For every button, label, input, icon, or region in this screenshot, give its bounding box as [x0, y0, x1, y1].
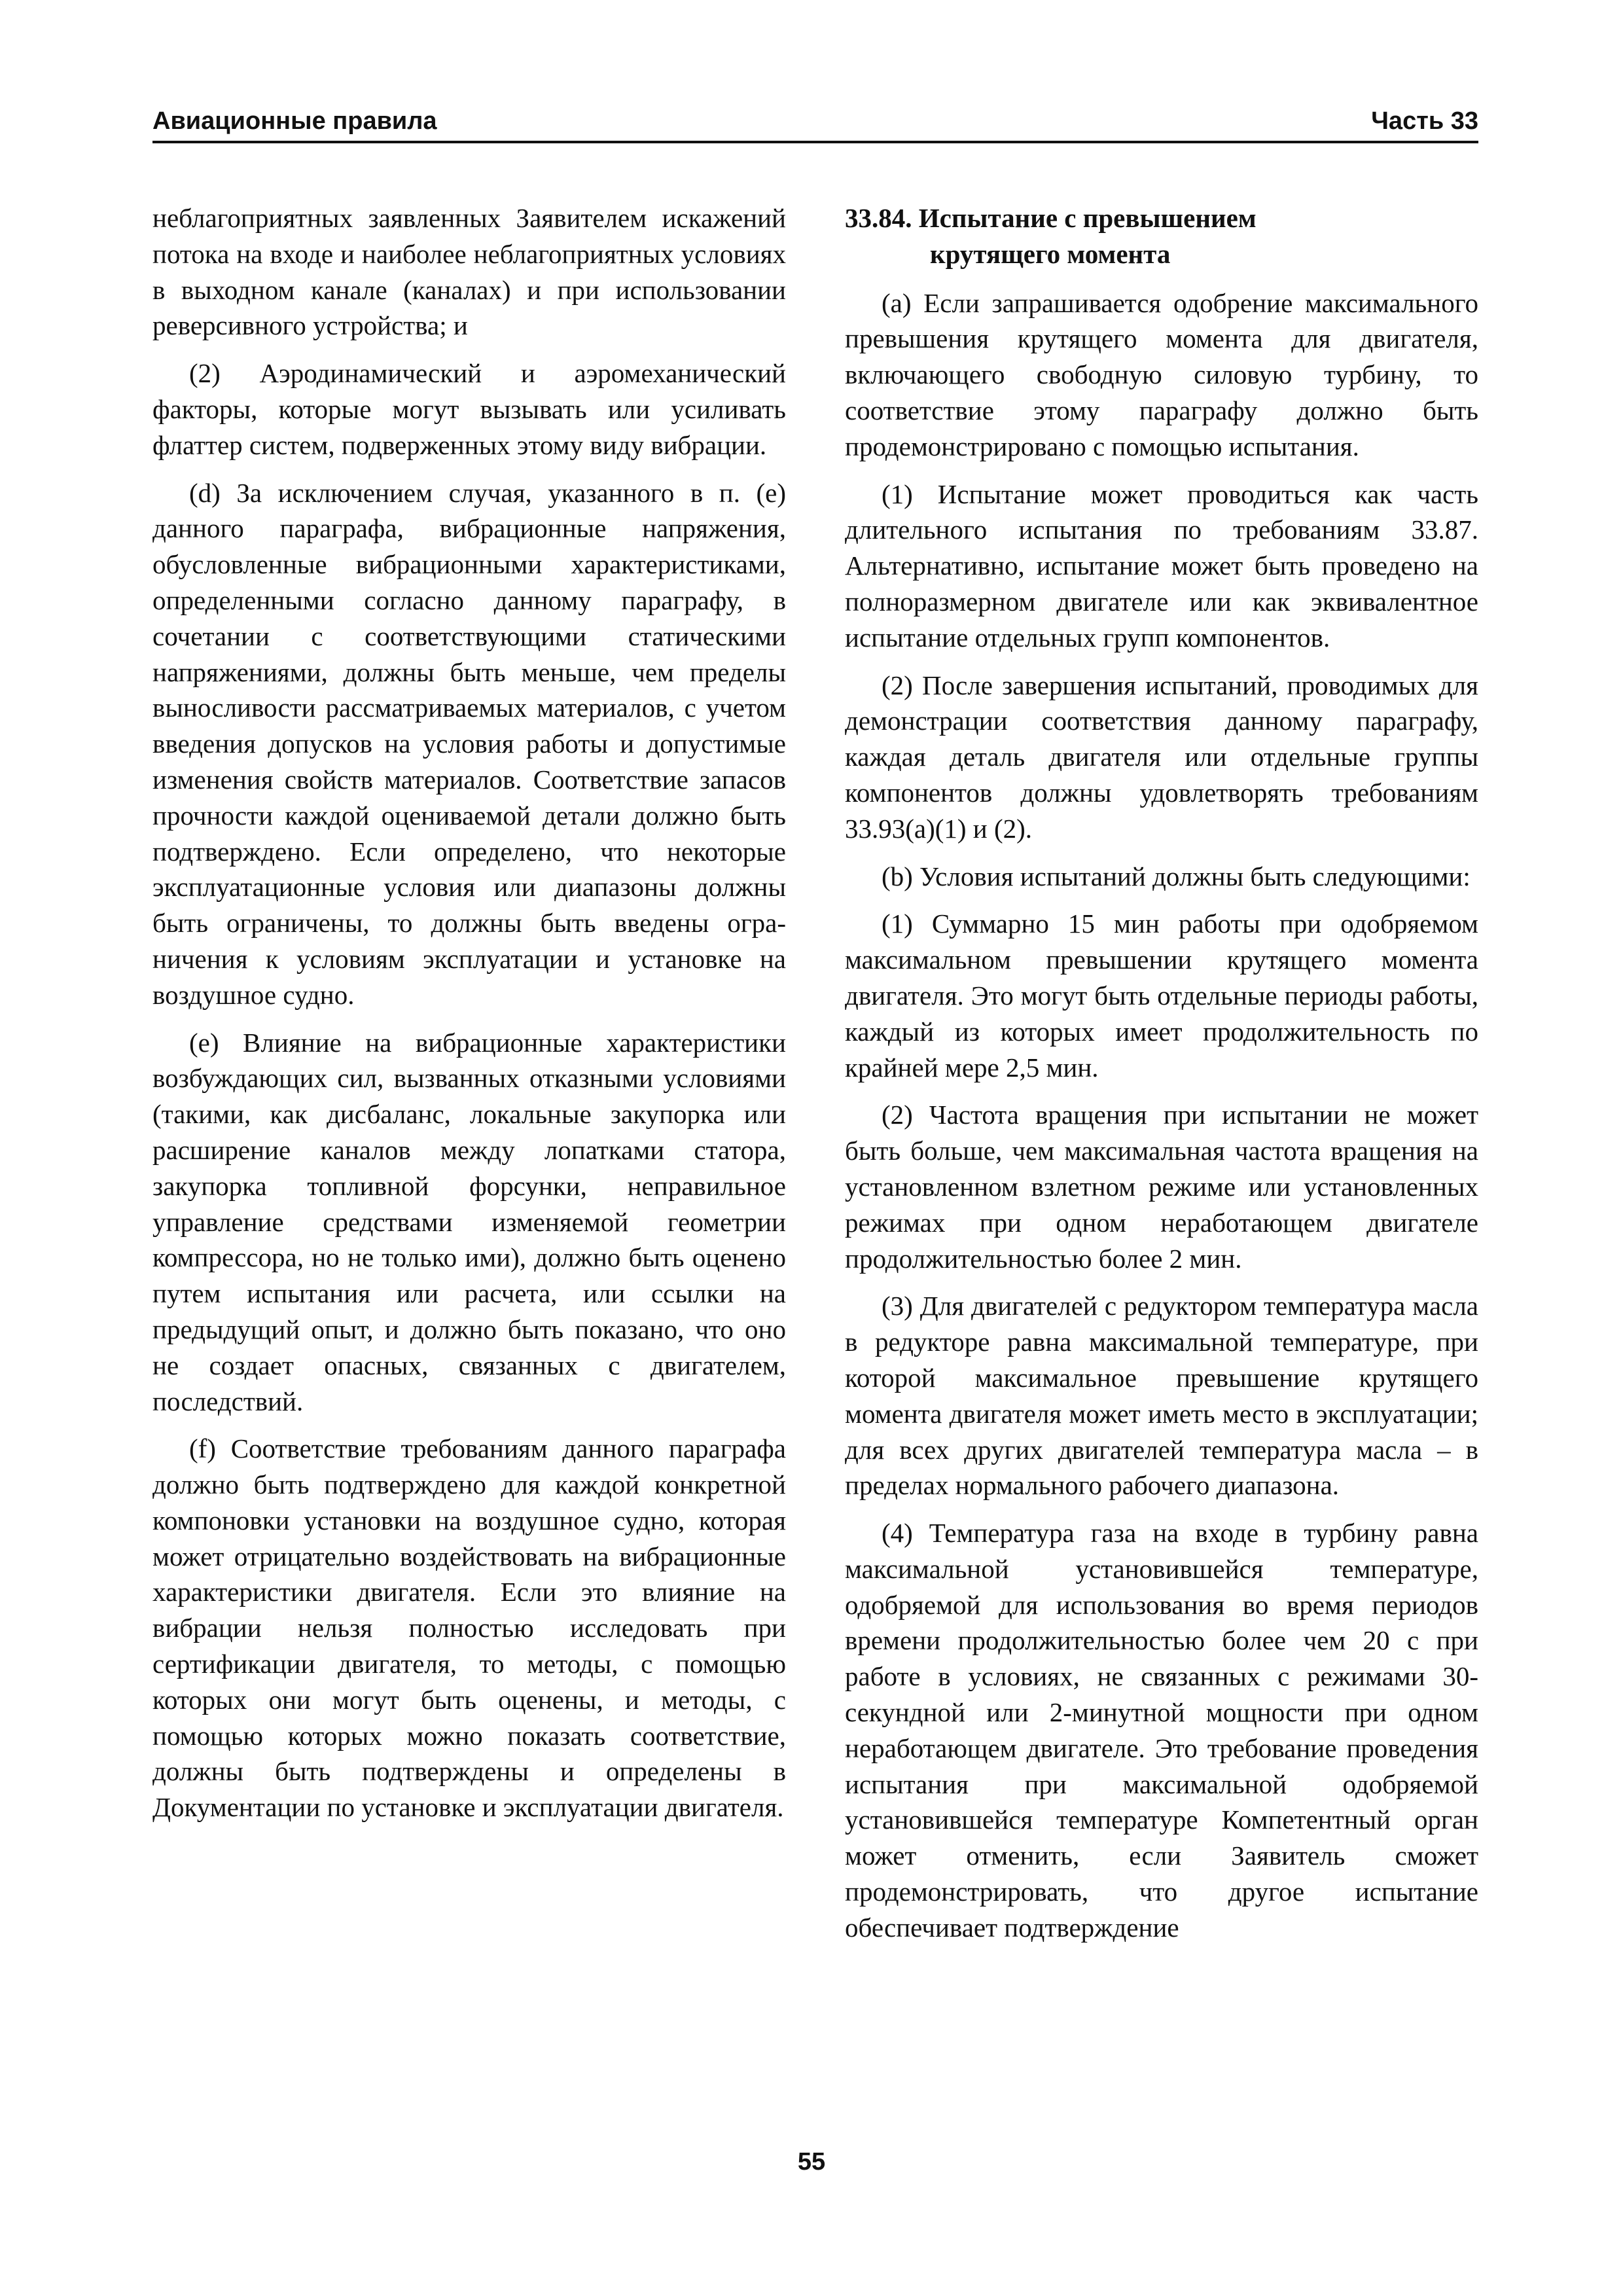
paragraph: (а) Если запрашивается одобрение максимального превышения крутящего момента для двигателя, включающего свободную силовую турбину, то соответствие этому параграфу должно быть продемонстрировано с помощью испытания.	[845, 287, 1478, 461]
page-header	[152, 101, 1478, 143]
paragraph: (b) Условия испытаний должны быть следующими:	[882, 861, 1471, 891]
left-column	[152, 200, 786, 1837]
page-number: 55	[797, 2148, 826, 2176]
paragraph: (1) Испытание может проводиться как часть длительного испытания по требованиям 33.87. Альтернативно, испытание может быть проведено на полноразмерном двигателе или как эквивалентное испытание отдельных групп компонентов.	[845, 478, 1478, 653]
section-heading	[845, 200, 1478, 272]
paragraph: (2) После завершения испытаний, проводимых для демонстрации соответствия данному параграфу, каждая деталь двигателя или отдельные группы компонентов должны удовлетворять требованиям 33.93(а)(1) и (2).	[845, 670, 1478, 844]
paragraph: (1) Суммарно 15 мин работы при одобряемом максимальном превышении крутящего момента двигателя. Это могут быть отдельные периоды работы, каждый из которых имеет продолжительность по крайней мере 2,5 мин.	[845, 908, 1478, 1083]
paragraph: (2) Аэродинамический и аэромеханический факторы, которые могут вызывать или усиливать флаттер систем, подверженных этому виду вибрации.	[152, 358, 786, 460]
paragraph: (4) Температура газа на входе в турбину равна максимальной установившейся температуре, одобряемой для использования во время периодов времени продолжительностью более чем 20 с при работе в условиях, не связанных с режимами 30-секундной или 2-минутной мощности при одном неработающем двигателе. Это требование проведения испытания при максимальной одобряемой установившейся температуре Компетентный орган может отменить, если Заявитель сможет продемонстрировать, что другое испытание обеспечивает подтверждение	[845, 1518, 1478, 1943]
right-column	[845, 200, 1478, 1958]
document-part: Часть 33	[1371, 107, 1478, 135]
paragraph: (f) Соответствие требованиям данного параграфа должно быть подтверждено для каждой конкретной компоновки установки на воздушное судно, которая может отрицательно воздействовать на вибрационные характеристики двигателя. Если это влияние на вибрации нельзя полностью исследовать при сертификации двигателя, то методы, с помощью которых они могут быть оценены, и методы, с помощью которых можно показать соответствие, должны быть подтверждены и определены в Документации по установке и эксплуатации двигателя.	[152, 1433, 786, 1823]
section-heading-line1: 33.84. Испытание с превышением	[845, 203, 1257, 233]
document-title: Авиационные правила	[152, 107, 437, 135]
paragraph: (d) За исключением случая, указанного в п. (е) данного параграфа, вибрационные напряжения, обусловленные вибрационными характеристиками, определенными согласно данному параграфу, в сочетании с соответствующими статическими напряжениями, должны быть меньше, чем пределы выносливости рассматриваемых материалов, с учетом введения допусков на условия работы и допустимые изменения свойств материалов. Соответствие запасов прочности каждой оцениваемой детали должно быть подтверждено. Если определено, что некоторые эксплуатационные условия или диапазоны должны быть ограничены, то должны быть введены ограничения к условиям эксплуатации и установке на воздушное судно.	[152, 477, 786, 1010]
section-heading-line2: крутящего момента	[930, 238, 1171, 269]
paragraph: (2) Частота вращения при испытании не может быть больше, чем максимальная частота вращения на установленном взлетном режиме или установленных режимах при одном неработающем двигателе продолжительностью более 2 мин.	[845, 1100, 1478, 1274]
paragraph: (3) Для двигателей с редуктором температура масла в редукторе равна максимальной температуре, при которой максимальное превышение крутящего момента двигателя может иметь место в эксплуатации; для всех других двигателей температура масла – в пределах нормального рабочего диапазона.	[845, 1291, 1478, 1501]
paragraph: неблагоприятных заявленных Заявителем искажений потока на входе и наиболее неблагоприятных условиях в выходном канале (каналах) и при использовании реверсивного устройства; и	[152, 203, 786, 341]
paragraph: (е) Влияние на вибрационные характеристики возбуждающих сил, вызванных отказными условиями (такими, как дисбаланс, локальные закупорка или расширение каналов между лопатками статора, закупорка топливной форсунки, неправильное управление средствами изменяемой геометрии компрессора, но не только ими), должно быть оценено путем испытания или расчета, или ссылки на предыдущий опыт, и должно быть показано, что оно не создает опасных, связанных с двигателем, последствий.	[152, 1027, 786, 1416]
